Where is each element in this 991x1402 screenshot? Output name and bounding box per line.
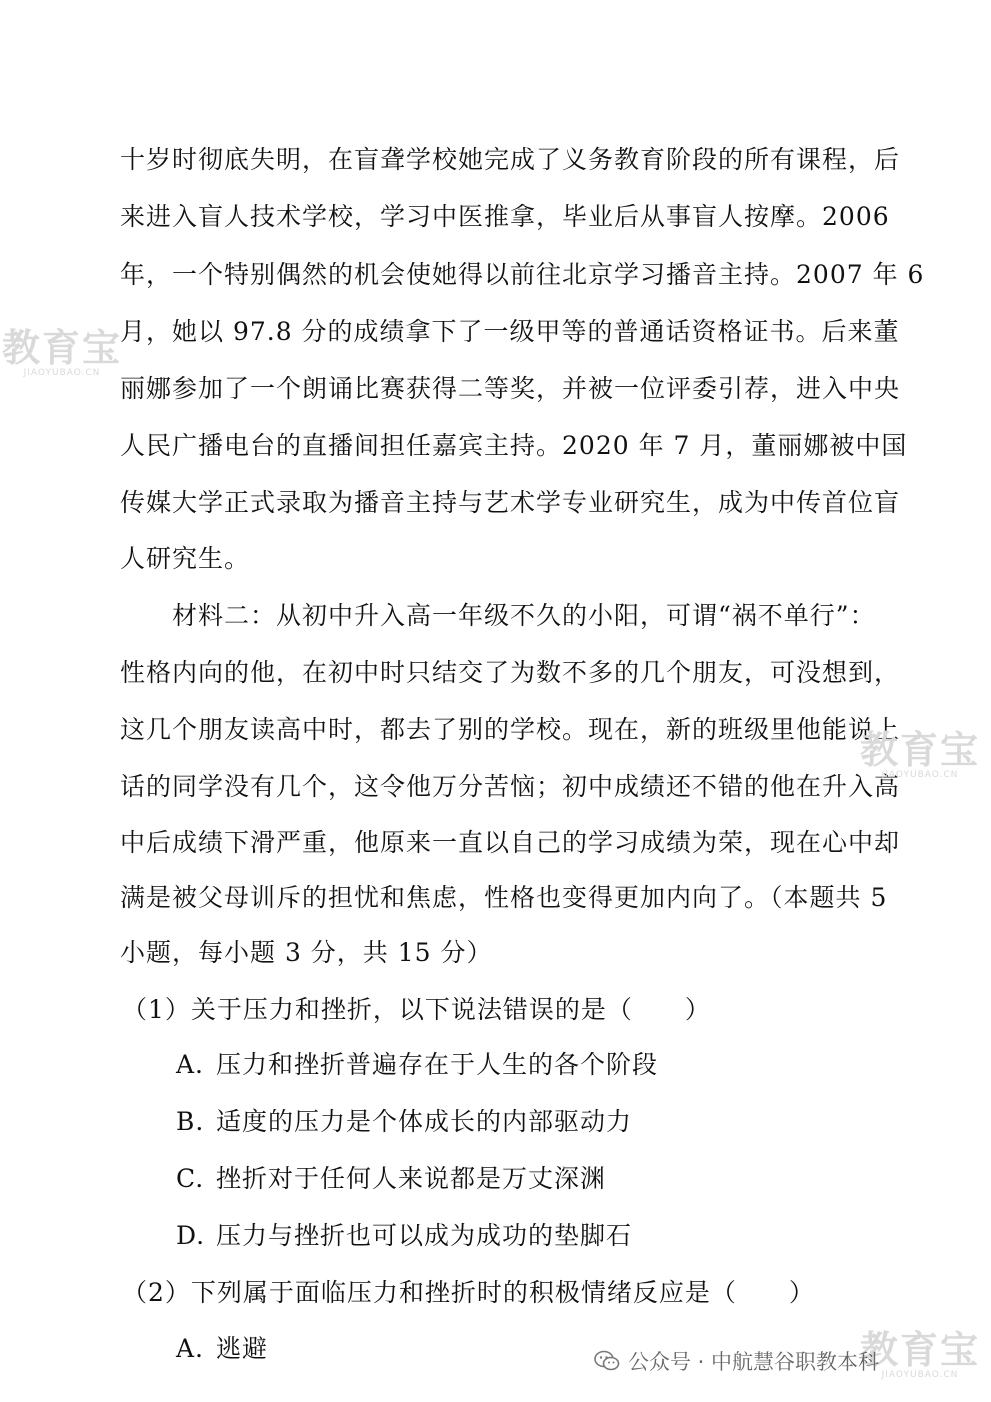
option-text: 压力与挫折也可以成为成功的垫脚石 (216, 1221, 633, 1250)
question-1-option-b[interactable] (176, 1106, 632, 1138)
wechat-icon (594, 1350, 620, 1372)
watermark-brand: 教育宝 (2, 326, 123, 370)
material2-line: 这几个朋友读高中时，都去了别的学校。现在，新的班级里他能说上 (120, 715, 901, 744)
option-key: A. (176, 1334, 205, 1363)
option-text: 压力和挫折普遍存在于人生的各个阶段 (216, 1050, 659, 1079)
option-text: 适度的压力是个体成长的内部驱动力 (216, 1107, 633, 1136)
wechat-footer[interactable] (594, 1346, 879, 1376)
material2-line: 性格内向的他，在初中时只结交了为数不多的几个朋友，可没想到， (120, 658, 901, 687)
watermark-domain: JIAOYUBAO.CN (881, 1370, 959, 1380)
passage-line: 年，一个特别偶然的机会使她得以前往北京学习播音主持。2007 年 6 (120, 260, 925, 289)
question-1-stem: （1）关于压力和挫折，以下说法错误的是（ ） (122, 995, 711, 1024)
question-1-option-d[interactable] (176, 1220, 632, 1252)
passage-line: 人研究生。 (120, 544, 251, 573)
passage-line: 十岁时彻底失明，在盲聋学校她完成了义务教育阶段的所有课程，后 (120, 145, 901, 174)
watermark-domain: JIAOYUBAO.CN (881, 770, 959, 780)
watermark-brand: 教育宝 (860, 1328, 981, 1372)
passage-line: 传媒大学正式录取为播音主持与艺术学专业研究生，成为中传首位盲 (120, 488, 901, 517)
material2-line: 材料二：从初中升入高一年级不久的小阳，可谓“祸不单行”： (172, 601, 876, 630)
watermark-left (2, 328, 122, 378)
option-key: B. (176, 1107, 205, 1136)
option-text: 逃避 (216, 1334, 269, 1363)
option-text: 挫折对于任何人来说都是万丈深渊 (216, 1164, 607, 1193)
passage-line: 来进入盲人技术学校，学习中医推拿，毕业后从事盲人按摩。2006 (120, 202, 890, 231)
watermark-brand: 教育宝 (860, 728, 981, 772)
passage-line: 丽娜参加了一个朗诵比赛获得二等奖，并被一位评委引荐，进入中央 (120, 374, 901, 403)
option-key: A. (176, 1050, 205, 1079)
footer-text: 公众号 · 中航慧谷职教本科 (628, 1350, 880, 1374)
passage-line: 月，她以 97.8 分的成绩拿下了一级甲等的普通话资格证书。后来董 (120, 317, 900, 346)
watermark-domain: JIAOYUBAO.CN (23, 368, 101, 378)
option-key: C. (176, 1164, 205, 1193)
question-2-option-a[interactable] (176, 1333, 268, 1365)
material2-line: 满是被父母训斥的担忧和焦虑，性格也变得更加内向了。（本题共 5 (120, 883, 888, 912)
question-1-option-a[interactable] (176, 1049, 658, 1081)
question-1-option-c[interactable] (176, 1163, 606, 1195)
question-2-stem: （2）下列属于面临压力和挫折时的积极情绪反应是（ ） (122, 1278, 815, 1307)
passage-line: 人民广播电台的直播间担任嘉宾主持。2020 年 7 月，董丽娜被中国 (120, 431, 908, 460)
watermark-right (860, 730, 980, 780)
option-key: D. (176, 1221, 206, 1250)
material2-line: 小题，每小题 3 分，共 15 分） (120, 938, 493, 967)
material2-line: 话的同学没有几个，这令他万分苦恼；初中成绩还不错的他在升入高 (120, 772, 901, 801)
material2-line: 中后成绩下滑严重，他原来一直以自己的学习成绩为荣，现在心中却 (120, 828, 901, 857)
